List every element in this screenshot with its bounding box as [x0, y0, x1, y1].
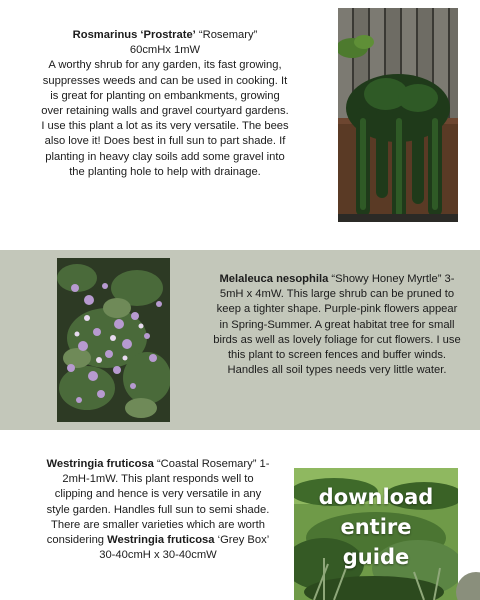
rosemary-photo — [338, 8, 458, 222]
rosemary-description-block — [40, 28, 290, 180]
westringia-variety-name: Westringia fruticosa — [107, 534, 215, 547]
melaleuca-description-block — [212, 272, 462, 378]
melaleuca-botanical-name: Melaleuca nesophila — [219, 273, 329, 285]
rosemary-size: 60cmHx 1mW — [129, 44, 201, 57]
westringia-variety-detail: ‘Grey Box’ 30-40cmH x 30-40cmW — [99, 534, 270, 562]
cta-line-download[interactable]: download — [318, 485, 434, 509]
melaleuca-photo — [57, 258, 170, 422]
rosemary-botanical-name: Rosmarinus ‘Prostrate’ — [72, 29, 196, 41]
melaleuca-details: “Showy Honey Myrtle” 3-5mH x 4mW. This large shrub can be pruned to keep a tighter shape. Purple-pink flowers appear in Spring-Summer. A great habitat tree for small birds as well as lovely foliage for cut flowers. I use this plant to screen fences and buffer winds. Handles all soil types needs very little water. — [213, 273, 461, 377]
download-guide-button[interactable] — [294, 468, 458, 600]
rosemary-description: A worthy shrub for any garden, its fast growing, suppresses weeds and can be used in cooking. It is great for planting on embankments, growing over retaining walls and gravel courtyard gardens. I use this plant a lot as its very versatile. The bees also love it! Does best in full sun to part shade. If planting in heavy clay soils add some gravel into the planting hole to help with drainage. — [41, 59, 289, 178]
rosemary-common-name: “Rosemary” — [195, 29, 258, 41]
melaleuca-description — [212, 272, 462, 378]
plant-section-melaleuca — [0, 250, 480, 430]
plant-section-rosemary — [0, 0, 480, 250]
westringia-description-block — [42, 457, 274, 563]
westringia-description — [42, 457, 274, 563]
rosemary-heading — [40, 28, 290, 43]
plant-section-westringia — [0, 430, 480, 600]
cta-line-entire[interactable]: entire — [340, 515, 412, 539]
cta-line-guide[interactable]: guide — [342, 545, 410, 569]
download-guide-label[interactable] — [294, 482, 458, 572]
westringia-details: “Coastal Rosemary” 1-2mH-1mW. This plant responds well to clipping and hence is very versatile in any style garden. Handles full sun to semi shade. There are smaller varieties which are worth considering — [46, 458, 270, 547]
westringia-botanical-name: Westringia fruticosa — [46, 458, 154, 470]
